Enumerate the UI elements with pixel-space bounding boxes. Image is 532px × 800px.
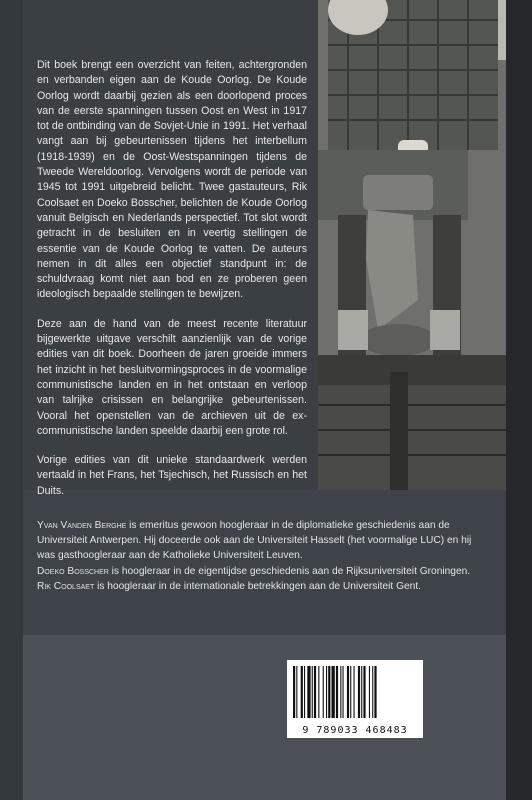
barcode-bar: [328, 666, 330, 718]
author-bio: [37, 564, 482, 579]
barcode-bar: [369, 666, 370, 718]
barcode-bar: [372, 666, 373, 718]
stone-stacking-photo: [318, 0, 506, 490]
barcode-bar: [318, 666, 319, 718]
barcode-bar: [354, 666, 355, 718]
author-bio: [37, 518, 482, 564]
barcode-bar: [326, 666, 327, 718]
barcode: [287, 660, 423, 738]
barcode-bar: [301, 666, 303, 718]
blurb-paragraph-3: Vorige edities van dit unieke standaardwerk werden vertaald in het Frans, het Tsjechisch, het Russisch en het Duits.: [37, 454, 307, 497]
barcode-panel: [23, 635, 506, 800]
barcode-bar: [323, 666, 324, 718]
author-name: Doeko Bosscher: [37, 565, 109, 577]
barcode-bar: [363, 666, 365, 718]
blurb-paragraph-1: Dit boek brengt een overzicht van feiten, achtergronden en verbanden eigen aan de Koude Oorlog. De Koude Oorlog wordt daarbij gezien als een doorlopend proces van de eerste spanningen tussen Oost en West in 1917 tot de ontbinding van de Sovjet-Unie in 1991. Het verhaal vangt aan bij gebeurtenissen tijdens het interbellum (1918-1939) en de Oost-Westspanningen tijdens de Tweede Wereldoorlog. Vervolgens wordt de periode van 1945 tot 1991 uitgebreid belicht. Twee gastauteurs, Rik Coolsaet en Doeko Bosscher, belichten de Koude Oorlog vanuit Belgisch en Nederlands perspectief. Tot slot wordt getracht in de besluiten en in veertig stellingen de essentie van de Koude Oorlog te vatten. De auteurs nemen in dit alles een objectief standpunt in: de schuldvraag komt niet aan bod en ze proberen geen ideologisch bepaalde stellingen te bewijzen.: [37, 59, 307, 301]
barcode-bar: [358, 666, 360, 718]
barcode-bar: [307, 666, 310, 718]
blurb-text: [37, 58, 307, 513]
barcode-bar: [332, 666, 335, 718]
barcode-bar: [312, 666, 313, 718]
author-bio-text: is emeritus gewoon hoogleraar in de diplomatieke geschiedenis aan de Universiteit Antwerpen. Hij doceerde ook aan de Universiteit Hasselt (het voormalige LUC) en hij was gasthoogleraar aan de Katholieke Universiteit Leuven.: [37, 520, 472, 562]
barcode-bar: [374, 666, 376, 718]
author-name: Yvan Vanden Berghe: [37, 520, 127, 531]
barcode-bar: [314, 666, 316, 718]
barcode-bar: [361, 666, 362, 718]
isbn-digits: 9 789033 468483: [302, 725, 408, 736]
barcode-bar: [350, 666, 351, 718]
author-bio-text: is hoogleraar in de internationale betrekkingen aan de Universiteit Gent.: [94, 580, 422, 592]
spine-edge: [506, 0, 532, 800]
barcode-bar: [296, 666, 297, 718]
barcode-bar: [347, 666, 349, 718]
author-bio-text: is hoogleraar in de eigentijdse geschiedenis aan de Rijksuniversiteit Groningen.: [108, 565, 471, 577]
blurb-paragraph-2: Deze aan de hand van de meest recente literatuur bijgewerkte uitgave verschilt aanzienlijk van de vorige edities van dit boek. Doorheen de jaren groeide immers het inzicht in het besluitvormingsproces in de voormalige communistische landen en in het ontstaan en verloop van talrijke crisissen en belangrijke gebeurtenissen. Vooral het openstellen van de archieven uit de ex-communistische landen speelde daarbij een grote rol.: [37, 317, 307, 437]
barcode-bar: [304, 666, 305, 718]
barcode-bar: [293, 666, 295, 718]
author-bios: [37, 518, 482, 594]
barcode-bars: [287, 660, 423, 722]
barcode-bar: [336, 666, 338, 718]
cover-photo: [318, 0, 506, 490]
author-bio: [37, 579, 482, 594]
barcode-bar: [343, 666, 344, 718]
author-name: Rik Coolsaet: [37, 580, 95, 592]
barcode-bar: [340, 666, 341, 718]
